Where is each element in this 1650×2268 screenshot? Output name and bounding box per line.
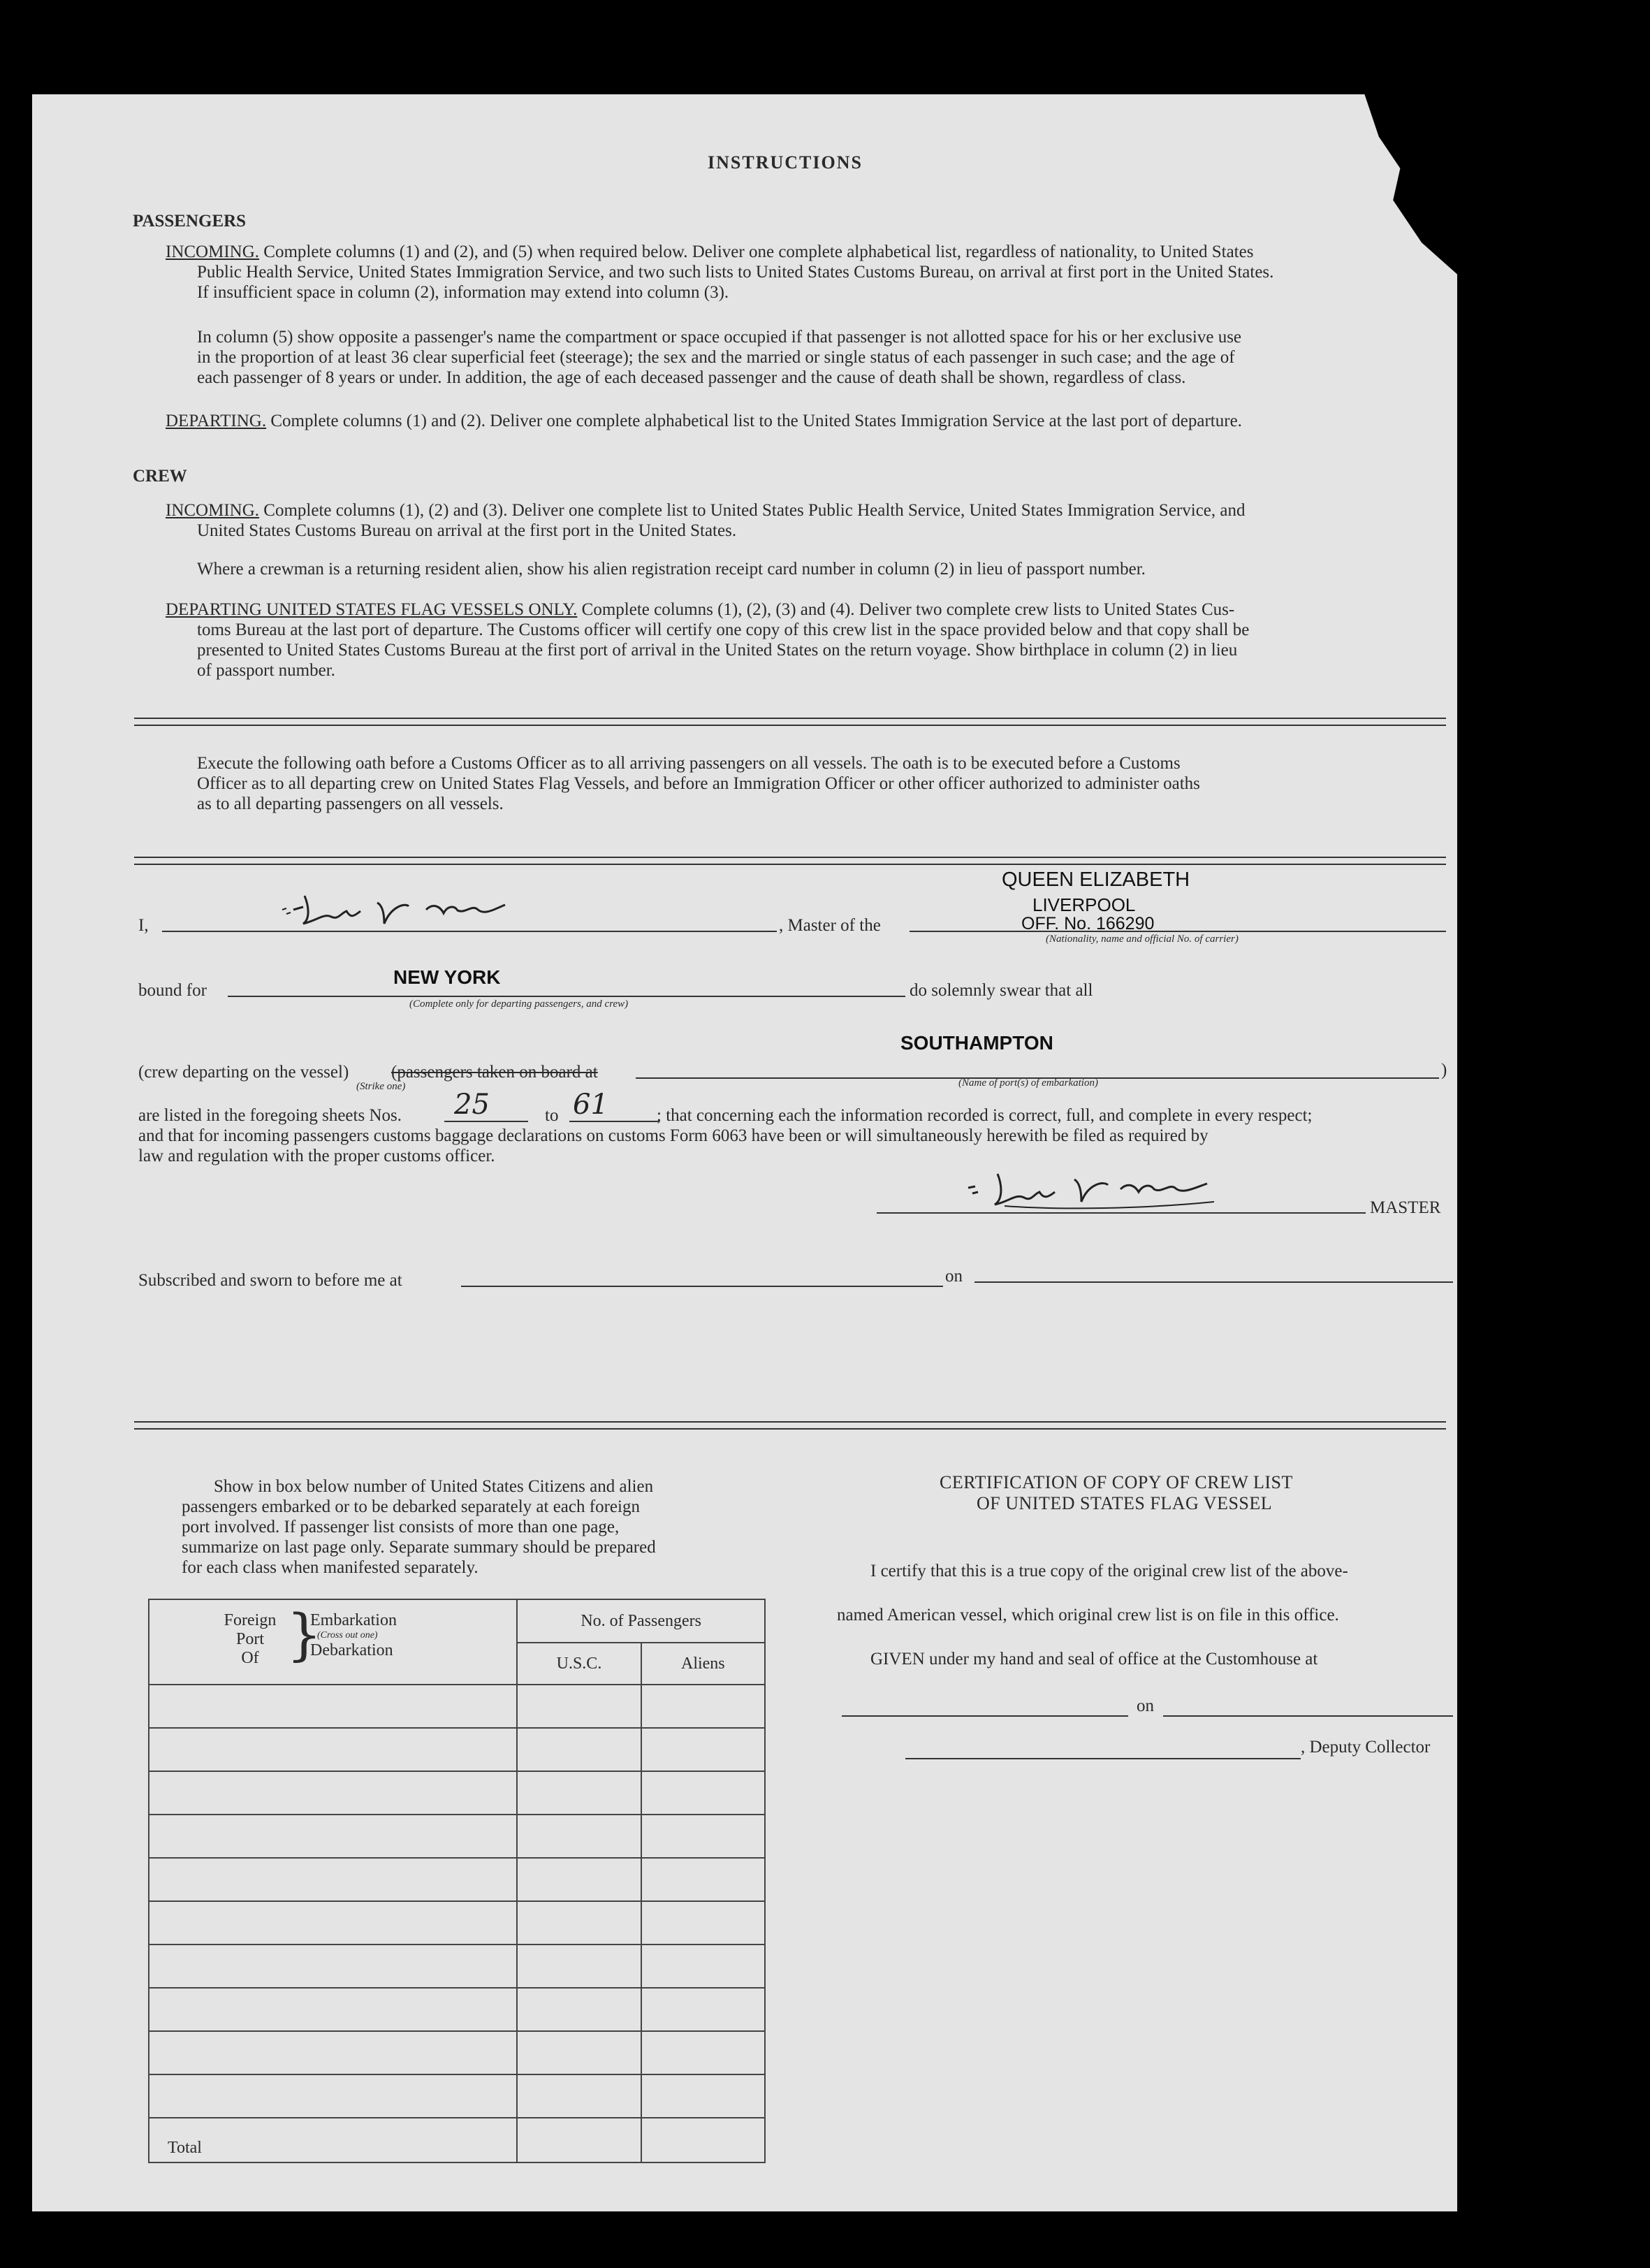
port-header-cell <box>149 1599 517 1685</box>
deputy-collector-label: , Deputy Collector <box>1301 1738 1431 1757</box>
crew-departing-line1: Complete columns (1), (2), (3) and (4). Deliver two complete crew lists to United States Cus- <box>581 600 1235 619</box>
passengers-incoming <box>166 242 1444 262</box>
oath-intro-line3: as to all departing passengers on all vessels. <box>197 794 504 813</box>
passengers-heading: PASSENGERS <box>133 212 247 231</box>
certification-text-line1: I certify that this is a true copy of the original crew list of the above- <box>870 1562 1348 1580</box>
oath-intro-line2: Officer as to all departing crew on United States Flag Vessels, and before an Immigration Officer or other officer authorized to administer oaths <box>197 774 1200 793</box>
column5-line1: In column (5) show opposite a passenger's name the compartment or space occupied if that passenger is not allotted space for his or her exclusive use <box>197 328 1242 347</box>
table-row <box>149 1858 517 1901</box>
passengers-incoming-line3: If insufficient space in column (2), information may extend into column (3). <box>197 283 729 302</box>
crew-departing-line2: toms Bureau at the last port of departure. The Customs officer will certify one copy of this crew list in the space provided below and that copy shall be <box>197 620 1250 639</box>
usc-header: U.S.C. <box>517 1643 641 1685</box>
summary-instr-line2: passengers embarked or to be debarked separately at each foreign <box>182 1497 640 1516</box>
sheet-to: 61 <box>573 1089 608 1121</box>
certification-given: GIVEN under my hand and seal of office at the Customhouse at <box>870 1650 1318 1669</box>
instructions-title: INSTRUCTIONS <box>708 152 863 173</box>
section-divider <box>134 718 1446 726</box>
table-row <box>149 1771 517 1815</box>
table-row <box>149 2031 517 2074</box>
sheet-from: 25 <box>454 1089 490 1121</box>
no-passengers-header: No. of Passengers <box>517 1599 765 1643</box>
table-row <box>149 1944 517 1988</box>
departing-label: DEPARTING. <box>166 412 267 430</box>
table-row <box>149 1988 517 2031</box>
passengers-struck: (passengers taken on board at <box>391 1063 598 1082</box>
crew-departing-line3: presented to United States Customs Bureau at the first port of arrival in the United States on the return voyage. Show birthplace in column (2) in lieu <box>197 641 1238 660</box>
vessel-name: QUEEN ELIZABETH <box>1002 868 1190 891</box>
port-label: Port <box>235 1630 264 1648</box>
sheets-prefix: are listed in the foregoing sheets Nos. <box>138 1106 402 1125</box>
close-paren: ) <box>1441 1061 1447 1080</box>
crew-heading: CREW <box>133 467 187 486</box>
of-label: Of <box>241 1649 259 1667</box>
total-label: Total <box>149 2118 517 2162</box>
bottom-divider <box>134 1421 1446 1430</box>
passenger-summary-table <box>148 1599 766 2163</box>
certification-on-label: on <box>1137 1696 1154 1715</box>
destination-caption: (Complete only for departing passengers, and crew) <box>409 998 629 1010</box>
crew-incoming-line1: Complete columns (1), (2) and (3). Deliver one complete list to United States Public Health Service, United States Immigration Service, and <box>263 501 1246 520</box>
customs-line3: law and regulation with the proper customs officer. <box>138 1147 495 1165</box>
subscribed-date-line <box>974 1281 1453 1283</box>
to-label: to <box>545 1106 559 1125</box>
crew-incoming-line2: United States Customs Bureau on arrival at the first port in the United States. <box>197 521 737 540</box>
oath-intro-line1: Execute the following oath before a Customs Officer as to all arriving passengers on all vessels. The oath is to be executed before a Customs <box>197 754 1181 773</box>
subscribed-on-label: on <box>945 1267 963 1286</box>
embark-port: SOUTHAMPTON <box>900 1032 1053 1054</box>
oath-master-of: , Master of the <box>779 916 881 935</box>
certification-title-line2: OF UNITED STATES FLAG VESSEL <box>977 1493 1273 1513</box>
vessel-off-no: OFF. No. 166290 <box>1021 914 1155 933</box>
sheets-suffix: ; that concerning each the information recorded is correct, full, and complete in every respect; <box>657 1106 1313 1125</box>
deputy-signature-line <box>905 1758 1301 1759</box>
foreign-label: Foreign <box>224 1611 277 1629</box>
crew-incoming-label: INCOMING. <box>166 501 260 520</box>
master-label: MASTER <box>1370 1198 1441 1217</box>
embark-caption: (Name of port(s) of embarkation) <box>958 1077 1098 1089</box>
table-row <box>149 1901 517 1944</box>
brace-icon: } <box>286 1602 322 1667</box>
oath-i-label: I, <box>138 916 149 935</box>
summary-instr-line5: for each class when manifested separately. <box>182 1558 479 1577</box>
passengers-departing <box>166 411 1242 431</box>
signature-master <box>963 1160 1228 1219</box>
cross-out-label: (Cross out one) <box>317 1630 378 1641</box>
embarkation-label: Embarkation <box>310 1611 397 1629</box>
table-row <box>149 1685 517 1728</box>
destination: NEW YORK <box>393 966 501 988</box>
incoming-label: INCOMING. <box>166 242 260 261</box>
certification-title-line1: CERTIFICATION OF COPY OF CREW LIST <box>940 1472 1293 1492</box>
passengers-incoming-line2: Public Health Service, United States Immigration Service, and two such lists to United States Customs Bureau, on arrival at first port in the United States. <box>197 263 1274 282</box>
sheet-to-line <box>569 1121 659 1122</box>
destination-line <box>228 996 905 997</box>
subscribed-text: Subscribed and sworn to before me at <box>138 1271 402 1290</box>
strike-caption: (Strike one) <box>356 1081 406 1092</box>
oath-divider <box>134 857 1446 865</box>
crew-departing-label: (crew departing on the vessel) <box>138 1063 349 1082</box>
vessel-line <box>910 931 1446 932</box>
bound-for-label: bound for <box>138 981 207 1000</box>
certification-date-line <box>1163 1715 1453 1717</box>
summary-instr-line1: Show in box below number of United States Citizens and alien <box>214 1477 654 1496</box>
table-row <box>149 1728 517 1771</box>
passengers-incoming-line1: Complete columns (1) and (2), and (5) when required below. Deliver one complete alphabetical list, regardless of nationality, to United States <box>263 242 1254 261</box>
passengers-departing-text: Complete columns (1) and (2). Deliver one complete alphabetical list to the United States Immigration Service at the last port of departure. <box>270 412 1242 430</box>
crew-departing-label: DEPARTING UNITED STATES FLAG VESSELS ONLY. <box>166 600 578 619</box>
debarkation-label: Debarkation <box>310 1641 393 1659</box>
signature-top <box>279 882 531 934</box>
crew-incoming <box>166 500 1246 521</box>
certification-text-line2: named American vessel, which original crew list is on file in this office. <box>837 1606 1339 1624</box>
crew-departing <box>166 599 1234 620</box>
customhouse-line <box>842 1715 1128 1717</box>
crew-departing-line4: of passport number. <box>197 661 335 680</box>
summary-instr-line4: summarize on last page only. Separate summary should be prepared <box>182 1538 656 1557</box>
subscribed-place-line <box>461 1286 943 1287</box>
vessel-caption: (Nationality, name and official No. of carrier) <box>1046 933 1239 945</box>
sheet-from-line <box>444 1121 528 1122</box>
swear-text: do solemnly swear that all <box>910 981 1093 1000</box>
column5-line3: each passenger of 8 years or under. In addition, the age of each deceased passenger and the cause of death shall be shown, regardless of class. <box>197 368 1186 387</box>
table-row <box>149 2074 517 2118</box>
summary-instr-line3: port involved. If passenger list consists of more than one page, <box>182 1518 620 1536</box>
aliens-header: Aliens <box>641 1643 765 1685</box>
crew-resident-text: Where a crewman is a returning resident alien, show his alien registration receipt card number in column (2) in lieu of passport number. <box>197 560 1146 579</box>
column5-line2: in the proportion of at least 36 clear superficial feet (steerage); the sex and the married or single status of each passenger in such case; and the age of <box>197 348 1235 367</box>
vessel-port: LIVERPOOL <box>1032 894 1136 915</box>
table-row <box>149 1815 517 1858</box>
customs-line2: and that for incoming passengers customs baggage declarations on customs Form 6063 have been or will simultaneously herewith be filed as required by <box>138 1126 1209 1145</box>
